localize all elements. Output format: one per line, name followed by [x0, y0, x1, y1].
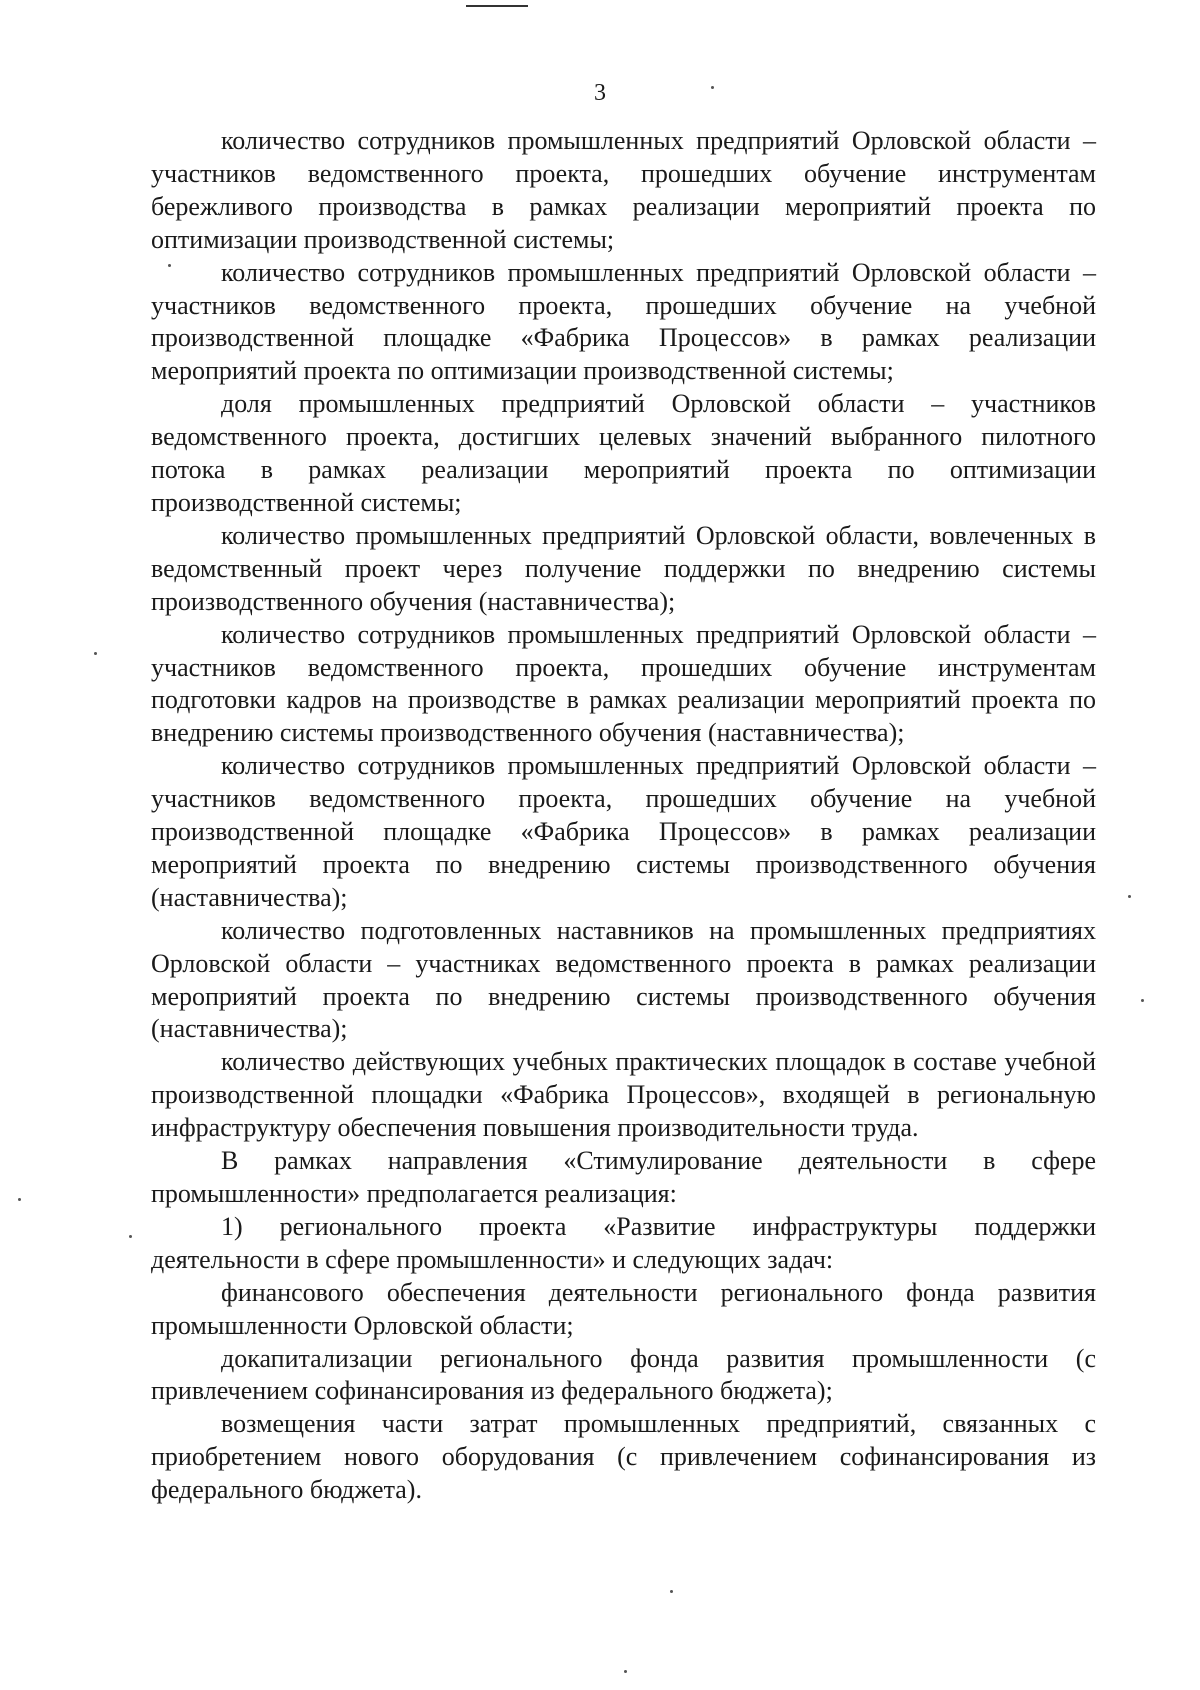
paragraph: количество действующих учебных практических площадок в составе учебной производственной площадки «Фабрика Процессов», входящей в региональную инфраструктуру обеспечения повышения производительности труда. — [151, 1047, 1096, 1143]
scan-speck — [18, 1198, 21, 1201]
paragraph: 1) регионального проекта «Развитие инфраструктуры поддержки деятельности в сфере промышленности» и следующих задач: — [151, 1211, 1096, 1274]
paragraph: возмещения части затрат промышленных предприятий, связанных с приобретением нового оборудования (с привлечением софинансирования из федерального бюджета). — [151, 1409, 1096, 1505]
scan-speck — [1128, 895, 1131, 898]
paragraph: количество подготовленных наставников на промышленных предприятиях Орловской области – участниках ведомственного проекта в рамках реализации мероприятий проекта по внедрению системы производственного обучения (наставничества); — [151, 915, 1096, 1044]
paragraph: докапитализации регионального фонда развития промышленности (с привлечением софинансирования из федерального бюджета); — [151, 1343, 1096, 1406]
paragraph: количество сотрудников промышленных предприятий Орловской области – участников ведомственного проекта, прошедших обучение на учебной производственной площадке «Фабрика Процессов» в рамках реализации мероприятий проекта по оптимизации производственной системы; — [151, 257, 1096, 386]
paragraph: количество сотрудников промышленных предприятий Орловской области – участников ведомственного проекта, прошедших обучение инструментам бережливого производства в рамках реализации мероприятий проекта по оптимизации производственной системы; — [151, 126, 1096, 254]
paragraph: количество сотрудников промышленных предприятий Орловской области – участников ведомственного проекта, прошедших обучение инструментам подготовки кадров на производстве в рамках реализации мероприятий проекта по внедрению системы производственного обучения (наставничества); — [151, 619, 1096, 748]
scan-speck — [1141, 999, 1144, 1002]
scan-speck — [624, 1670, 627, 1673]
scan-speck — [670, 1590, 673, 1593]
document-body — [151, 125, 1096, 1507]
page-number: 3 — [594, 80, 606, 106]
paragraph: количество промышленных предприятий Орловской области, вовлеченных в ведомственный проект через получение поддержки по внедрению системы производственного обучения (наставничества); — [151, 520, 1096, 616]
scan-speck — [168, 264, 171, 267]
top-rule — [466, 5, 528, 7]
paragraph: финансового обеспечения деятельности регионального фонда развития промышленности Орловской области; — [151, 1277, 1096, 1340]
scan-speck — [711, 86, 714, 89]
paragraph: В рамках направления «Стимулирование деятельности в сфере промышленности» предполагается реализация: — [151, 1146, 1096, 1208]
paragraph: количество сотрудников промышленных предприятий Орловской области – участников ведомственного проекта, прошедших обучение на учебной производственной площадке «Фабрика Процессов» в рамках реализации мероприятий проекта по внедрению системы производственного обучения (наставничества); — [151, 751, 1096, 912]
scan-speck — [94, 652, 97, 655]
scan-speck — [129, 1235, 132, 1238]
paragraph: доля промышленных предприятий Орловской области – участников ведомственного проекта, достигших целевых значений выбранного пилотного потока в рамках реализации мероприятий проекта по оптимизации производственной системы; — [151, 389, 1096, 517]
